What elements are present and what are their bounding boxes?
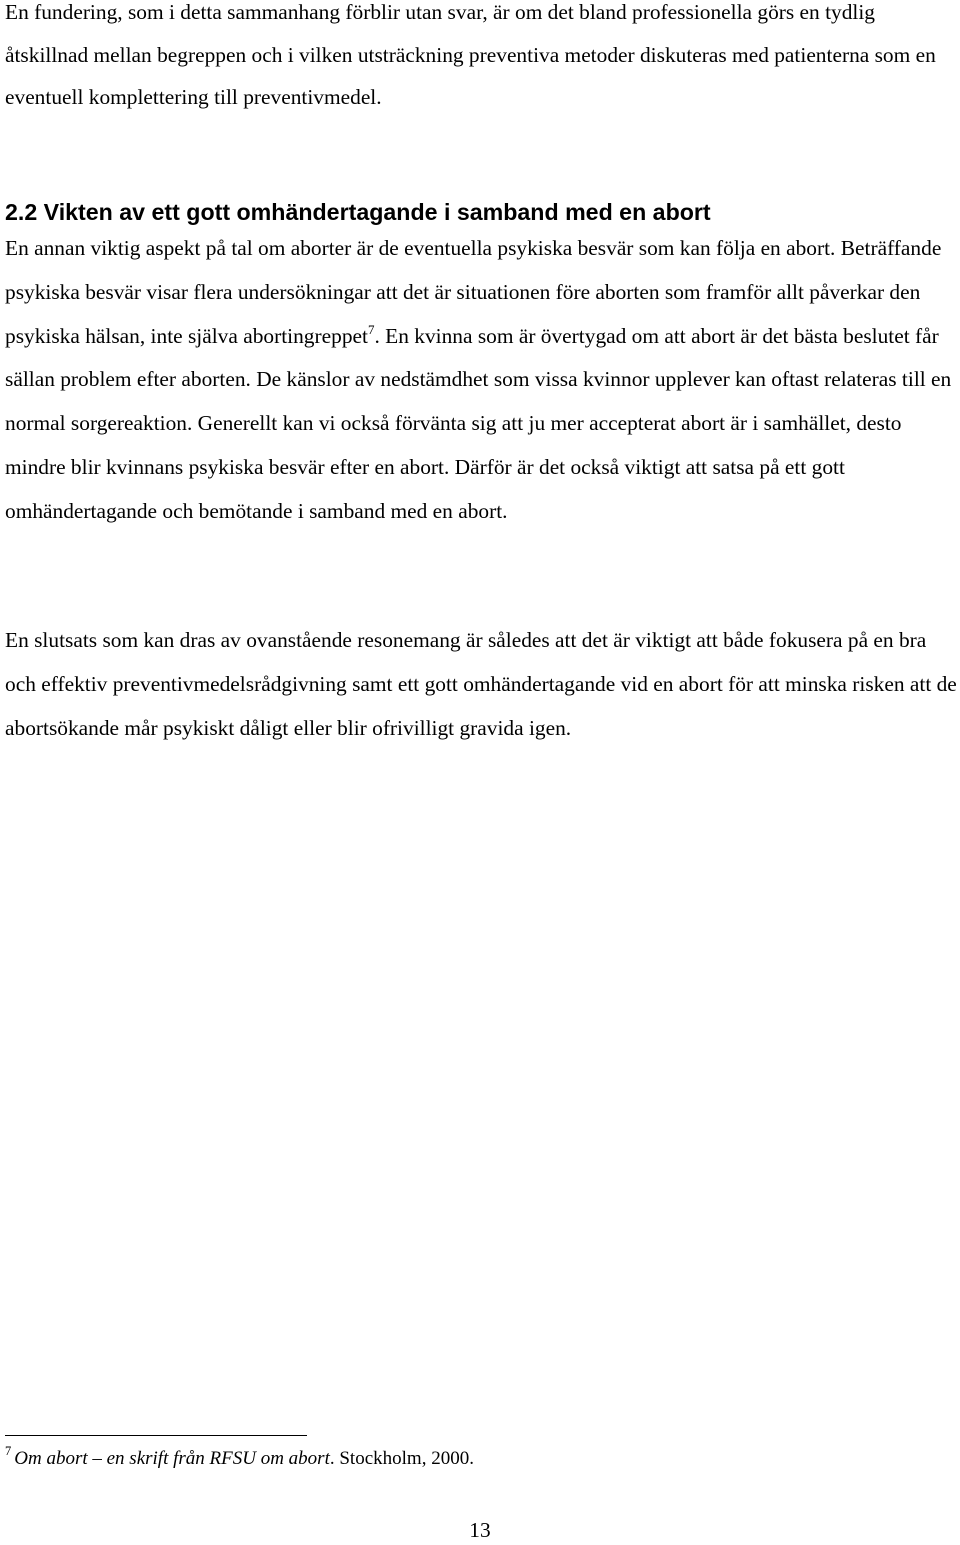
footnote-separator — [5, 1435, 307, 1436]
footnote-rest: . Stockholm, 2000. — [329, 1448, 474, 1469]
footnote — [5, 1444, 474, 1474]
page-number: 13 — [469, 1518, 491, 1542]
section-paragraph — [5, 227, 957, 534]
section-paragraph-text-1: En annan viktig aspekt på tal om aborter är de eventuella psykiska besvär som kan följa en abort. Beträffande psykiska besvär visar flera undersökningar att det är situationen före aborten som framför allt påverkar den psykiska hälsan, inte själva abortingreppet — [5, 236, 942, 348]
section-heading: 2.2 Vikten av ett gott omhändertagande i samband med en abort — [5, 199, 711, 225]
footnote-title: Om abort – en skrift från RFSU om abort — [14, 1448, 330, 1469]
intro-paragraph: En fundering, som i detta sammanhang förblir utan svar, är om det bland professionella görs en tydlig åtskillnad mellan begreppen och i vilken utsträckning preventiva metoder diskuteras med patienterna som en eventuell komplettering till preventivmedel. — [5, 0, 936, 110]
conclusion-paragraph: En slutsats som kan dras av ovanstående resonemang är således att det är viktigt att både fokusera på en bra och effektiv preventivmedelsrådgivning samt ett gott omhändertagande vid en abort för att minska risken att de abortsökande mår psykiskt dåligt eller blir ofrivilligt gravida igen. — [5, 628, 957, 740]
footnote-number: 7 — [5, 1444, 12, 1458]
section-paragraph-text-2: . En kvinna som är övertygad om att abort är det bästa beslutet får sällan problem efter aborten. De känslor av nedstämdhet som vissa kvinnor upplever kan oftast relateras till en normal sorgereaktion. Generellt kan vi också förvänta sig att ju mer accepterat abort är i samhället, desto mindre blir kvinnans psykiska besvär efter en abort. Därför är det också viktigt att satsa på ett gott omhändertagande och bemötande i samband med en abort. — [5, 323, 952, 523]
footnote-reference: 7 — [367, 321, 375, 337]
